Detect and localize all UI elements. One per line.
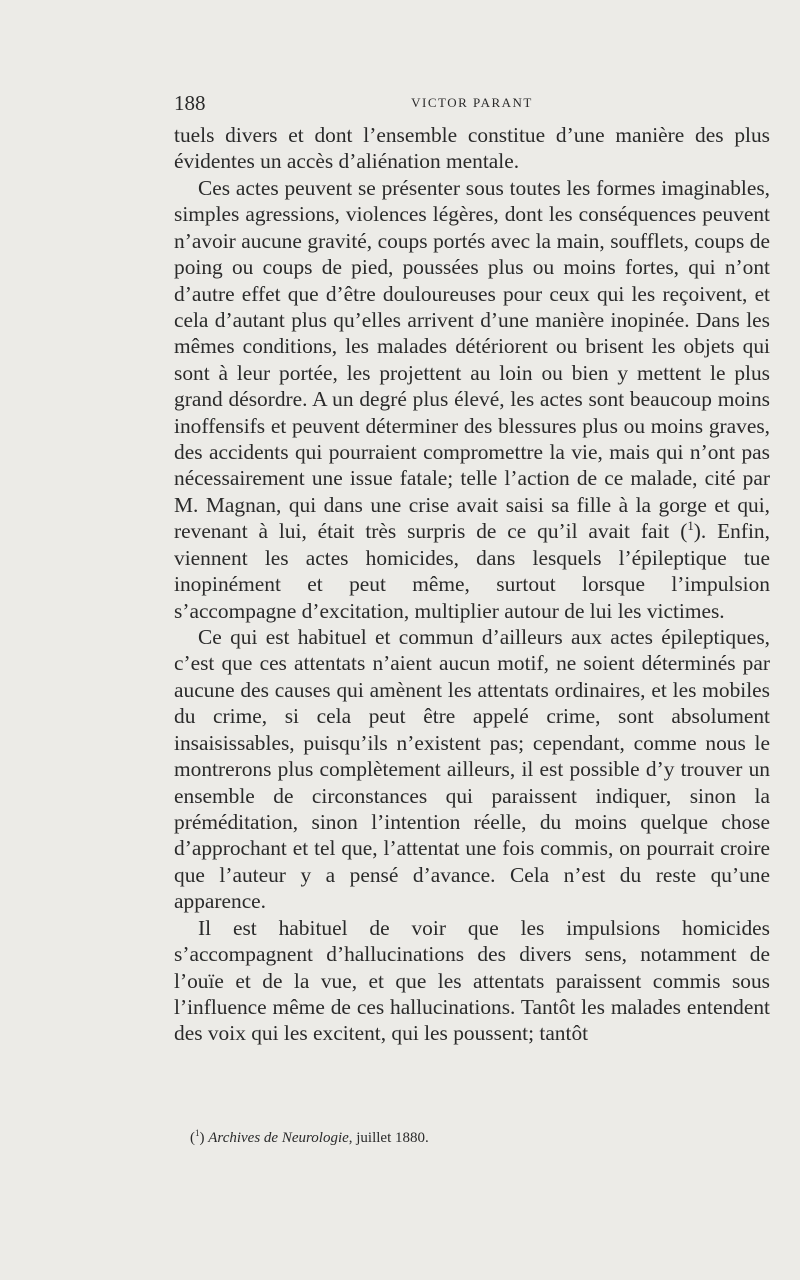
page-header (174, 91, 770, 117)
footnote-marker: ($^1$) (190, 1128, 205, 1146)
paragraph (174, 175, 770, 624)
paragraph-text: ). Enfin, viennent les actes homicides, dans lesquels l’épileptique tue inopinément et peut même, surtout lorsque l’impulsion s’accompagne d’excitation, multiplier autour de lui les victimes. (174, 519, 770, 623)
footnote-source: Archives de Neurologie (208, 1130, 349, 1146)
running-head: VICTOR PARANT (411, 95, 533, 110)
page-number: 188 (174, 91, 206, 115)
footnote-reference: ($^1$ (680, 519, 694, 544)
footnote-date: , juillet 1880. (348, 1130, 429, 1146)
footnote (190, 1128, 770, 1148)
body-text (174, 122, 770, 1047)
paragraph-text: Ces actes peuvent se présenter sous toutes les formes imaginables, simples agressions, violences légères, dont les conséquences peuvent n’avoir aucune gravité, coups portés avec la main, soufflets, coups de poing ou coups de pied, poussées plus ou moins fortes, qui n’ont d’autre effet que d’être douloureuses pour ceux qui les reçoivent, et cela d’autant plus qu’elles arrivent d’une manière inopinée. Dans les mêmes conditions, les malades détériorent ou brisent les objets qui sont à leur portée, les projettent au loin ou bien y mettent le plus grand désordre. A un degré plus élevé, les actes sont beaucoup moins inoffensifs et peuvent déterminer des blessures plus ou moins graves, des accidents qui pourraient compromettre la vie, mais qui n’ont pas nécessairement une issue fatale; telle l’action de ce malade, cité par M. Magnan, qui dans une crise avait saisi sa fille à la gorge et qui, revenant à lui, était très surpris de ce qu’il avait fait (174, 175, 770, 544)
paragraph: tuels divers et dont l’ensemble constitue d’une manière des plus évidentes un accès d’aliénation mentale. (174, 123, 770, 174)
paragraph: Il est habituel de voir que les impulsions homicides s’accompagnent d’hallucinations des divers sens, notamment de l’ouïe et de la vue, et que les attentats paraissent commis sous l’influence même de ces hallucinations. Tantôt les malades entendent des voix qui les excitent, qui les poussent; tantôt (174, 915, 770, 1046)
paragraph: Ce qui est habituel et commun d’ailleurs aux actes épileptiques, c’est que ces attentats n’aient aucun motif, ne soient déterminés par aucune des causes qui amènent les attentats ordinaires, et les mobiles du crime, si cela peut être appelé crime, sont absolument insaisissables, puisqu’ils n’existent pas; cependant, comme nous le montrerons plus complètement ailleurs, il est possible d’y trouver un ensemble de circonstances qui paraissent indiquer, sinon la préméditation, sinon l’intention réelle, du moins quelque chose d’approchant et tel que, l’attentat une fois commis, on pourrait croire que l’auteur y a pensé d’avance. Cela n’est du reste qu’une apparence. (174, 625, 770, 914)
